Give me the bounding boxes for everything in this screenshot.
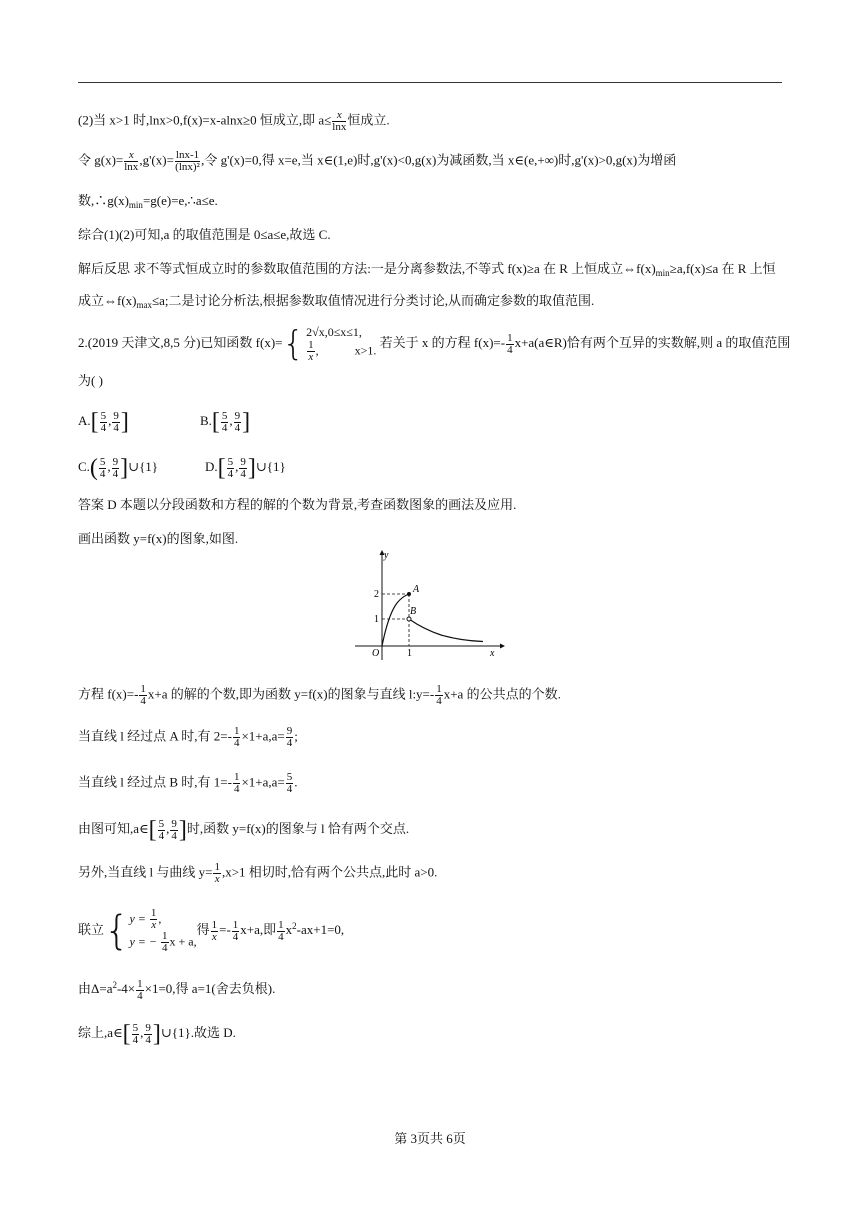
- text: 解后反思 求不等式恒成立时的参数取值范围的方法:一是分离参数法,不等式 f(x)≥a 在 R 上恒成立⇔f(x): [78, 261, 656, 276]
- text: (2)当 x>1 时,lnx>0,f(x)=x-alnx≥0 恒成立,即 a≤: [78, 112, 332, 128]
- numerator: 9: [286, 725, 293, 737]
- fraction: [150, 908, 158, 931]
- bracket: ]: [178, 817, 187, 843]
- text: y =: [129, 911, 149, 926]
- fraction: [232, 920, 240, 943]
- denominator: 4: [286, 783, 293, 795]
- text: ×1=0,得 a=1(舍去负根).: [144, 981, 276, 996]
- superscript: 2: [112, 980, 117, 990]
- fraction: [233, 772, 241, 795]
- fraction: [277, 920, 285, 943]
- denominator: (lnx)²: [175, 161, 200, 173]
- numerator: 1: [233, 771, 240, 783]
- text: 成立⇔f(x): [78, 293, 137, 308]
- function-graph: [355, 548, 505, 660]
- denominator: x: [211, 930, 217, 943]
- denominator: 4: [286, 737, 293, 749]
- text: ×1+a,a=: [241, 728, 285, 744]
- text: 综上,a∈: [78, 1024, 123, 1040]
- page-footer: 第 3页共 6页: [394, 1131, 466, 1146]
- denominator: 4: [233, 783, 240, 795]
- y-tick-1: 1: [374, 614, 379, 625]
- text: .故选 D.: [190, 1024, 236, 1040]
- fraction: [307, 340, 315, 363]
- bracket: [: [90, 409, 99, 435]
- fraction: [234, 411, 242, 434]
- denominator: 4: [234, 421, 241, 434]
- from-graph-line: 由图可知,a∈[ $\frac{5}{4}$ , $\frac{9}{4}$ ]时,函数 y=f(x)的图象与 l 恰有两个交点.: [78, 817, 410, 843]
- left-brace: {: [282, 324, 305, 364]
- union-text: ∪{1}: [128, 458, 159, 474]
- denominator: 4: [132, 1033, 139, 1046]
- bracket: [: [148, 817, 157, 843]
- text: ,x>1 相切时,恰有两个公共点,此时 a>0.: [221, 864, 438, 880]
- text: 另外,当直线 l 与曲线 y=: [78, 864, 213, 880]
- curve-sqrt: [382, 594, 409, 646]
- text: ,g'(x)=: [139, 152, 174, 168]
- numerator: 9: [234, 409, 241, 422]
- text: x>1.: [354, 343, 377, 358]
- answer-line: 答案 D 本题以分段函数和方程的解的个数为背景,考查函数图象的画法及应用.: [78, 497, 517, 512]
- text: x+a,即: [240, 921, 277, 937]
- denominator: x: [151, 919, 157, 931]
- numerator: 1: [507, 331, 513, 344]
- fraction: [221, 411, 229, 434]
- numerator: 9: [112, 455, 119, 468]
- fraction: [170, 819, 178, 842]
- option-label: B.: [200, 412, 212, 428]
- numerator: 1: [150, 907, 157, 919]
- text: =g(e)=e,∴a≤e.: [142, 193, 218, 208]
- text: 令 g(x)=: [78, 152, 124, 168]
- text: 时,函数 y=f(x)的图象与 l 恰有两个交点.: [186, 820, 410, 836]
- text: x+a(a∈R)恰有两个互异的实数解,则 a 的取值范围: [514, 334, 791, 350]
- numerator: 5: [286, 771, 293, 783]
- numerator: 1: [162, 930, 168, 942]
- denominator: 4: [240, 467, 246, 480]
- fraction: [136, 979, 144, 1002]
- numerator: 1: [137, 977, 143, 990]
- fraction: [175, 150, 200, 173]
- case-2: $\frac{1}{x}$ , x>1.: [308, 339, 377, 363]
- draw-graph-line: 画出函数 y=f(x)的图象,如图.: [78, 531, 239, 546]
- numerator: 9: [240, 455, 246, 468]
- denominator: 4: [158, 829, 165, 842]
- discriminant-line: [78, 976, 275, 1002]
- fraction: [161, 931, 169, 954]
- denominator: 4: [221, 421, 228, 434]
- denominator: 4: [171, 829, 177, 842]
- option-label: A.: [78, 412, 91, 428]
- denominator: 4: [113, 421, 119, 434]
- union-text: ∪{1}: [255, 458, 286, 474]
- denominator: 4: [112, 467, 119, 480]
- bracket: ]: [152, 1021, 161, 1047]
- text-line-2: [78, 150, 676, 173]
- text: 当直线 l 经过点 A 时,有 2=-: [78, 728, 232, 744]
- denominator: 4: [100, 421, 107, 434]
- denominator: x: [214, 873, 220, 885]
- numerator: 5: [227, 455, 234, 468]
- y-tick-2: 2: [374, 589, 379, 600]
- fraction: [227, 457, 235, 480]
- text-line-5: [78, 260, 776, 282]
- tangent-line: [78, 862, 437, 885]
- denominator: 4: [233, 737, 240, 749]
- text: ≤a;二是讨论分析法,根据参数取值情况进行分类讨论,从而确定参数的取值范围.: [152, 293, 595, 308]
- fraction: [213, 862, 221, 885]
- text: 当直线 l 经过点 B 时,有 1=-: [78, 774, 232, 790]
- option-d: D.[ $\frac{5}{4}$ , $\frac{9}{4}$ ]∪{1}: [205, 455, 286, 481]
- equation-solutions-line: [78, 684, 561, 707]
- text: .: [294, 774, 298, 790]
- fraction: [332, 110, 346, 133]
- text: 由Δ=a: [78, 981, 113, 996]
- point-b-line: [78, 772, 298, 795]
- subscript: min: [655, 268, 670, 278]
- fraction: [139, 684, 147, 707]
- numerator: 5: [221, 409, 228, 422]
- fraction: [112, 411, 120, 434]
- numerator: 9: [171, 817, 177, 830]
- denominator: 4: [140, 695, 146, 707]
- fraction: [144, 1023, 152, 1046]
- text: -4×: [116, 981, 136, 996]
- point-b-marker: [407, 617, 411, 621]
- denominator: 4: [145, 1033, 151, 1046]
- numerator: 5: [100, 409, 107, 422]
- curve-reciprocal: [409, 619, 483, 642]
- text: -ax+1=0,: [296, 921, 345, 937]
- numerator: 1: [214, 861, 220, 873]
- numerator: 1: [232, 918, 239, 931]
- numerator: 1: [233, 725, 240, 737]
- left-brace: {: [104, 908, 130, 954]
- text: ,: [158, 911, 162, 926]
- fraction: [99, 457, 107, 480]
- header-rule: [78, 82, 782, 83]
- option-label: D.: [205, 458, 218, 474]
- y-axis-label: y: [384, 550, 389, 561]
- fraction: [506, 333, 514, 356]
- denominator: 4: [162, 942, 168, 954]
- x-axis-arrow: [500, 644, 505, 649]
- numerator: 5: [132, 1021, 139, 1034]
- text: 方程 f(x)=-: [78, 686, 139, 702]
- denominator: 4: [232, 930, 239, 943]
- bracket: ]: [247, 455, 256, 481]
- numerator: 5: [99, 455, 106, 468]
- bracket: ]: [120, 409, 129, 435]
- point-a-line: [78, 726, 298, 749]
- numerator: x: [332, 110, 346, 122]
- fraction: [435, 684, 443, 707]
- point-b-label: B: [410, 606, 417, 617]
- option-a: A.[ $\frac{5}{4}$ , $\frac{9}{4}$ ]: [78, 409, 129, 435]
- denominator: 4: [436, 695, 442, 707]
- option-label: C.: [78, 458, 90, 474]
- denominator: x: [308, 351, 314, 363]
- denominator: 4: [507, 343, 513, 356]
- question-2-line: [78, 325, 790, 363]
- subscript: min: [128, 200, 143, 210]
- fraction: [233, 726, 241, 749]
- point-a-label: A: [413, 584, 420, 595]
- option-b: B.[ $\frac{5}{4}$ , $\frac{9}{4}$ ]: [200, 409, 251, 435]
- numerator: 1: [211, 918, 218, 931]
- denominator: 4: [227, 467, 234, 480]
- system-equations: [129, 908, 196, 954]
- bracket: [: [211, 409, 220, 435]
- denominator: 4: [137, 989, 143, 1002]
- text: ≥a,f(x)≤a 在 R 上恒: [669, 261, 776, 276]
- numerator: 1: [140, 683, 146, 695]
- text: x + a,: [169, 934, 197, 949]
- bracket: (: [89, 455, 98, 481]
- question-bracket-line: 为( ): [78, 373, 103, 388]
- text-line-6: [78, 292, 594, 314]
- origin-label: O: [372, 648, 380, 659]
- system-eq-1: [129, 908, 196, 931]
- text: x: [285, 921, 293, 937]
- denominator: 4: [99, 467, 106, 480]
- text-line-1: [78, 110, 390, 133]
- bracket: [: [217, 455, 226, 481]
- numerator: 1: [436, 683, 442, 695]
- fraction: [124, 150, 138, 173]
- fraction: [100, 411, 108, 434]
- bracket: ]: [242, 409, 251, 435]
- text: 2.(2019 天津文,8,5 分)已知函数 f(x)=: [78, 334, 283, 350]
- fraction: [286, 772, 294, 795]
- x-axis-label: x: [490, 648, 495, 659]
- text: ×1+a,a=: [241, 774, 285, 790]
- text: 数,∴g(x): [78, 193, 129, 208]
- case-1: 2√x,0≤x≤1,: [306, 325, 362, 339]
- text: x+a 的公共点的个数.: [443, 686, 561, 702]
- text: ,令 g'(x)=0,得 x=e,当 x∈(1,e)时,g'(x)<0,g(x)为减函数,当 x∈(e,+∞)时,g'(x)>0,g(x)为增函: [201, 152, 677, 168]
- system-line: [78, 908, 344, 954]
- fraction: [211, 920, 219, 943]
- piecewise-cases: [306, 325, 376, 363]
- fraction: [132, 1023, 140, 1046]
- denominator: 4: [278, 930, 284, 943]
- denominator: lnx: [124, 161, 139, 173]
- x-tick-1: 1: [407, 648, 412, 659]
- numerator: 5: [158, 817, 165, 830]
- fraction: [286, 726, 294, 749]
- text: x+a 的解的个数,即为函数 y=f(x)的图象与直线 l:y=-: [147, 686, 435, 702]
- text: 联立: [78, 921, 105, 937]
- text: y = −: [129, 934, 160, 949]
- denominator: lnx: [332, 121, 347, 133]
- numerator: lnx-1: [175, 149, 200, 161]
- union-text: ∪{1}: [160, 1024, 191, 1040]
- fraction: [158, 819, 166, 842]
- bracket: ]: [120, 455, 129, 481]
- numerator: 1: [308, 339, 314, 351]
- option-c: C.( $\frac{5}{4}$ , $\frac{9}{4}$ ]∪{1}: [78, 455, 159, 481]
- text: ;: [294, 728, 298, 744]
- text: 若关于 x 的方程 f(x)=-: [379, 334, 506, 350]
- numerator: x: [124, 150, 138, 162]
- point-a-marker: [407, 592, 411, 596]
- bracket: [: [122, 1021, 131, 1047]
- numerator: 9: [113, 409, 119, 422]
- text-line-3: [78, 192, 218, 214]
- subscript: max: [136, 300, 152, 310]
- text: 得: [196, 921, 210, 937]
- text: 由图可知,a∈: [78, 820, 149, 836]
- numerator: 1: [278, 918, 284, 931]
- text: 恒成立.: [347, 112, 390, 128]
- text: =-: [219, 921, 231, 937]
- conclusion-line: 综上,a∈[ $\frac{5}{4}$ , $\frac{9}{4}$ ]∪{1}.故选 D.: [78, 1021, 236, 1047]
- numerator: 9: [145, 1021, 151, 1034]
- fraction: [239, 457, 247, 480]
- superscript: 2: [292, 920, 297, 931]
- fraction: [112, 457, 120, 480]
- system-eq-2: [129, 931, 196, 954]
- text-line-4: 综合(1)(2)可知,a 的取值范围是 0≤a≤e,故选 C.: [78, 227, 331, 242]
